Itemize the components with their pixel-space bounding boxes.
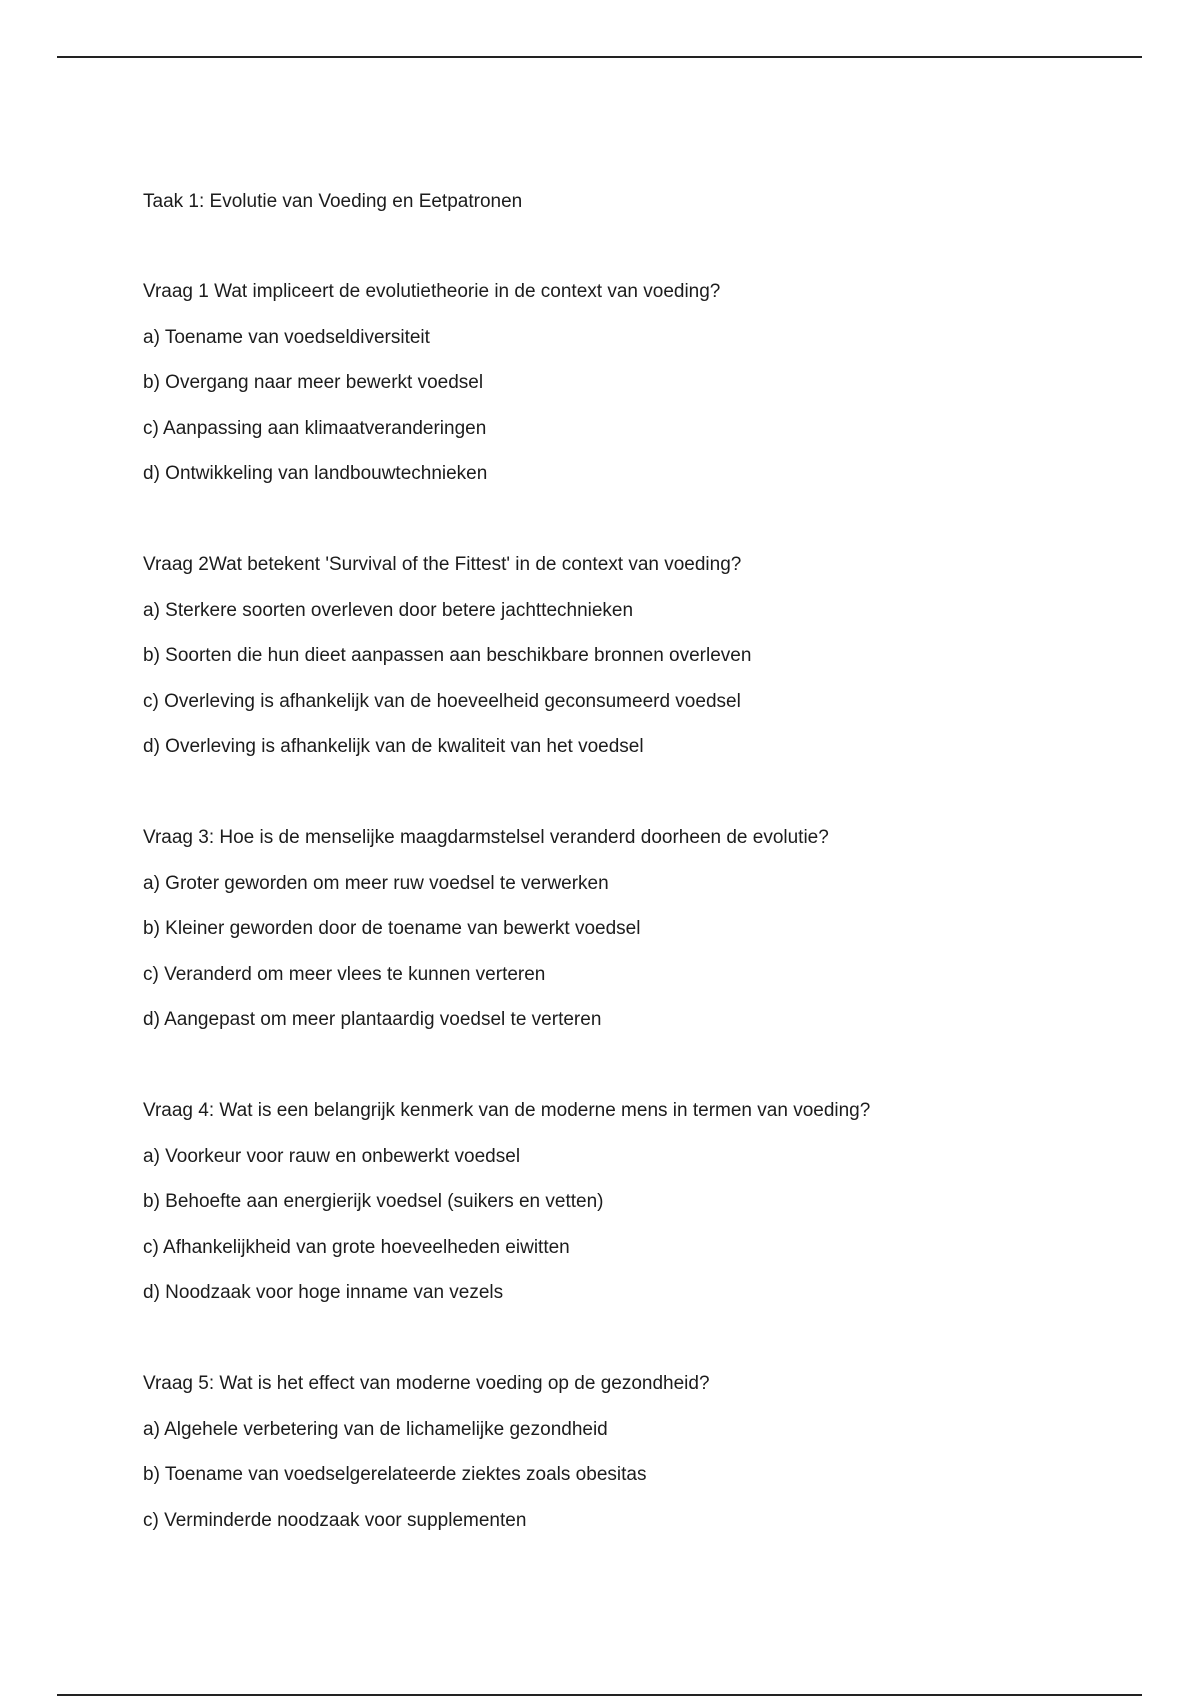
answer-option-a: a) Algehele verbetering van de lichamelijke gezondheid — [143, 1418, 608, 1440]
answer-option-d: d) Overleving is afhankelijk van de kwaliteit van het voedsel — [143, 736, 644, 757]
answer-option-c: c) Overleving is afhankelijk van de hoeveelheid geconsumeerd voedsel — [143, 690, 741, 712]
answer-option-a: a) Voorkeur voor rauw en onbewerkt voedsel — [143, 1145, 521, 1167]
header-rule — [57, 56, 1142, 58]
answer-option-b: b) Kleiner geworden door de toename van bewerkt voedsel — [143, 918, 641, 939]
question-4 — [143, 1097, 1143, 1307]
answer-option-a: a) Toename van voedseldiversiteit — [143, 326, 430, 348]
answer-option-d: d) Noodzaak voor hoge inname van vezels — [143, 1282, 504, 1303]
footer-rule — [57, 1694, 1142, 1696]
answer-option-a: a) Groter geworden om meer ruw voedsel te verwerken — [143, 872, 609, 894]
answer-option-b: b) Soorten die hun dieet aanpassen aan beschikbare bronnen overleven — [143, 645, 752, 666]
answer-option-a: a) Sterkere soorten overleven door betere jachttechnieken — [143, 599, 634, 621]
answer-option-d: d) Ontwikkeling van landbouwtechnieken — [143, 463, 488, 484]
answer-option-d: d) Aangepast om meer plantaardig voedsel te verteren — [143, 1009, 602, 1030]
question-text: Vraag 4: Wat is een belangrijk kenmerk van de moderne mens in termen van voeding? — [143, 1100, 871, 1121]
document-body — [143, 188, 1143, 1535]
question-text: Vraag 3: Hoe is de menselijke maagdarmstelsel veranderd doorheen de evolutie? — [143, 827, 829, 848]
question-1 — [143, 278, 1143, 488]
question-3 — [143, 824, 1143, 1034]
question-2 — [143, 551, 1143, 761]
answer-option-b: b) Overgang naar meer bewerkt voedsel — [143, 372, 484, 393]
question-5 — [143, 1370, 1143, 1535]
answer-option-c: c) Aanpassing aan klimaatveranderingen — [143, 417, 487, 439]
answer-option-c: c) Verminderde noodzaak voor supplementen — [143, 1509, 527, 1531]
document-title: Taak 1: Evolutie van Voeding en Eetpatronen — [143, 191, 523, 212]
question-text: Vraag 1 Wat impliceert de evolutietheorie in de context van voeding? — [143, 281, 721, 302]
question-text: Vraag 2Wat betekent 'Survival of the Fittest' in de context van voeding? — [143, 554, 742, 575]
question-text: Vraag 5: Wat is het effect van moderne voeding op de gezondheid? — [143, 1373, 710, 1394]
answer-option-c: c) Veranderd om meer vlees te kunnen verteren — [143, 963, 546, 985]
answer-option-c: c) Afhankelijkheid van grote hoeveelheden eiwitten — [143, 1236, 570, 1258]
answer-option-b: b) Behoefte aan energierijk voedsel (suikers en vetten) — [143, 1191, 604, 1212]
answer-option-b: b) Toename van voedselgerelateerde ziektes zoals obesitas — [143, 1464, 647, 1485]
